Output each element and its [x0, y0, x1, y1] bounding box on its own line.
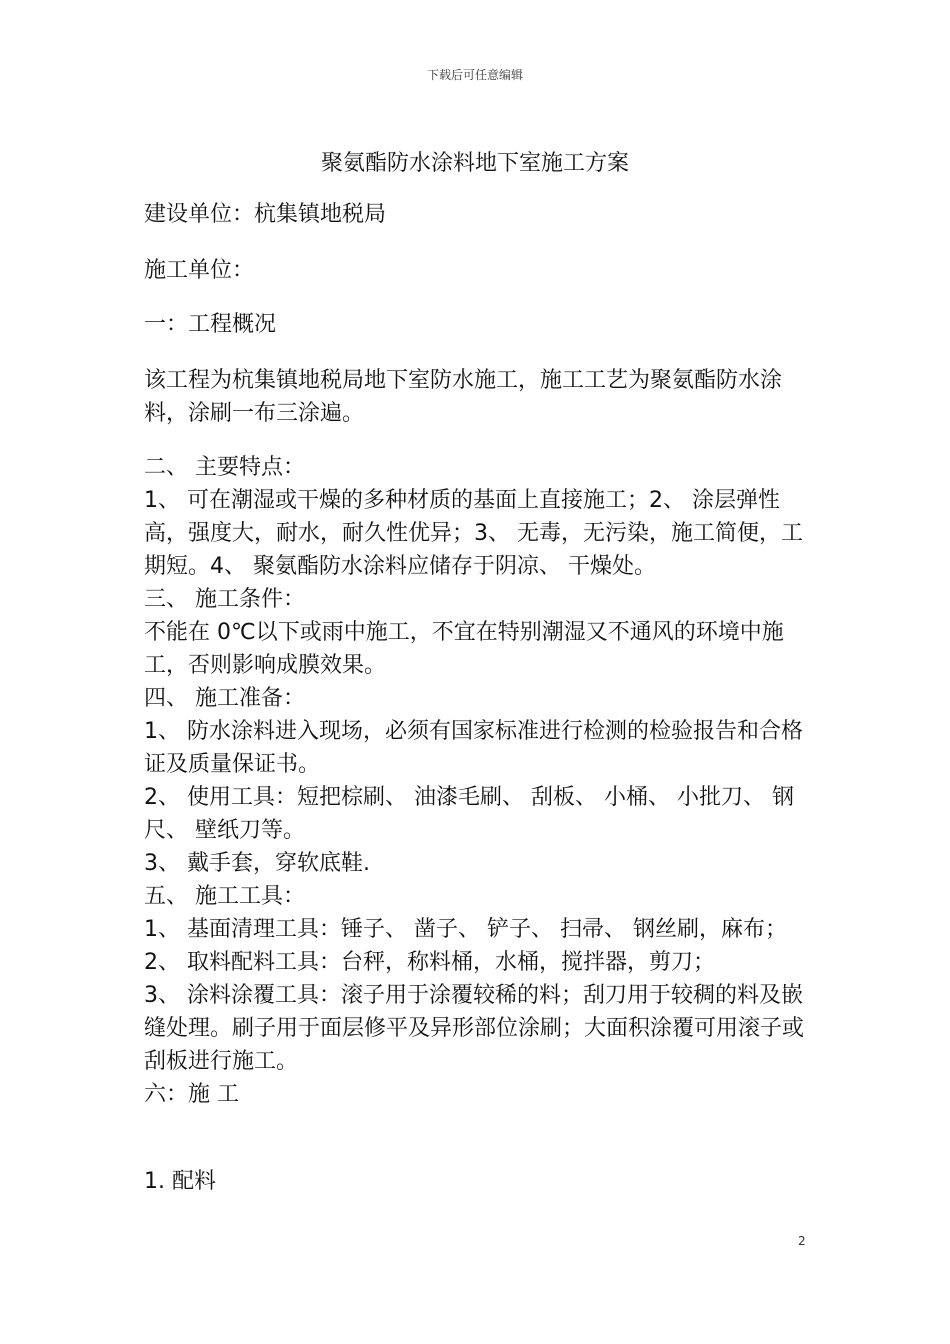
mixing-heading: 1. 配料 [144, 1169, 216, 1194]
construction-unit-text: 建设单位：杭集镇地税局 [144, 202, 387, 227]
builder-unit [144, 254, 804, 287]
prep-item-2: 2、 使用工具：短把棕刷、 油漆毛刷、 刮板、 小桶、 小批刀、 钢尺、 壁纸刀等。 [144, 785, 794, 843]
page-number: 2 [798, 1234, 806, 1248]
conditions-text: 不能在 0℃以下或雨中施工，不宜在特别潮湿又不通风的环境中施工，否则影响成膜效果。 [144, 620, 784, 678]
prep-item-1: 1、 防水涂料进入现场，必须有国家标准进行检测的检验报告和合格证及质量保证书。 [144, 719, 803, 777]
page-header: 下载后可任意编辑 [426, 68, 523, 82]
builder-unit-text: 施工单位： [144, 258, 255, 283]
overview-heading [144, 308, 804, 341]
conditions-heading: 三、 施工条件： [144, 587, 305, 612]
tools-heading: 五、 施工工具： [144, 884, 305, 909]
construction-unit [144, 198, 804, 231]
document-title: 聚氨酯防水涂料地下室施工方案 [320, 151, 629, 176]
tools-item-3: 3、 涂料涂覆工具：滚子用于涂覆较稀的料；刮刀用于较稠的料及嵌缝处理。刷子用于面层修平及异形部位涂刷；大面积涂覆可用滚子或刮板进行施工。 [144, 983, 805, 1074]
construction-heading: 六：施 工 [144, 1082, 239, 1107]
features-heading: 二、 主要特点： [144, 455, 305, 480]
tools-item-2: 2、 取料配料工具：台秤，称料桶，水桶，搅拌器，剪刀； [144, 950, 715, 975]
mixing-section [144, 1165, 804, 1198]
prep-item-3: 3、 戴手套，穿软底鞋. [144, 851, 370, 876]
prep-heading: 四、 施工准备： [144, 686, 305, 711]
features-text: 1、 可在潮湿或干燥的多种材质的基面上直接施工；2、 涂层弹性高，强度大，耐水，耐久性优异；3、 无毒，无污染，施工简便，工期短。4、 聚氨酯防水涂料应储存于阴凉、 干燥处。 [144, 488, 803, 579]
overview-text: 该工程为杭集镇地税局地下室防水施工，施工工艺为聚氨酯防水涂料，涂刷一布三涂遍。 [144, 368, 783, 426]
tools-item-1: 1、 基面清理工具：锤子、 凿子、 铲子、 扫帚、 钢丝刷，麻布； [144, 917, 787, 942]
overview-section [144, 364, 804, 430]
main-body [144, 451, 804, 1111]
overview-heading-text: 一：工程概况 [144, 312, 277, 337]
